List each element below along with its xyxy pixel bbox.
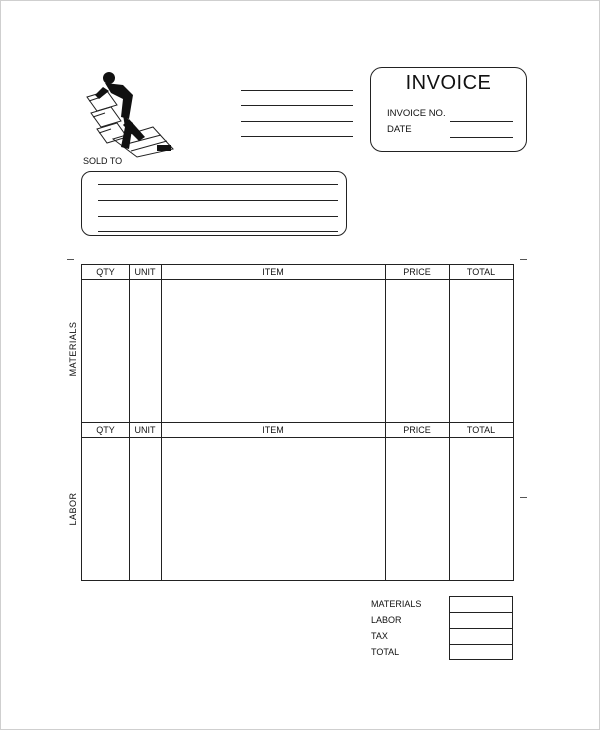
sold-to-line-4[interactable] — [98, 231, 338, 232]
unit-header: UNIT — [134, 267, 156, 277]
address-line-1[interactable] — [241, 90, 353, 91]
section-divider — [82, 422, 513, 423]
qty-header: QTY — [96, 267, 115, 277]
tax-field[interactable] — [450, 629, 512, 644]
invoice-no-label: INVOICE NO. — [387, 108, 446, 119]
unit-header: UNIT — [134, 425, 156, 435]
labor-side-label: LABOR — [68, 492, 78, 526]
grand-total-field[interactable] — [450, 645, 512, 659]
summary-labor-label: LABOR — [371, 615, 402, 625]
item-header: ITEM — [262, 425, 284, 435]
total-header: TOTAL — [466, 267, 496, 277]
sold-to-line-2[interactable] — [98, 200, 338, 201]
margin-tick-right — [520, 259, 527, 260]
total-header: TOTAL — [466, 425, 496, 435]
sold-to-line-3[interactable] — [98, 216, 338, 217]
materials-total-field[interactable] — [450, 597, 512, 612]
invoice-info-box — [370, 67, 527, 152]
date-field[interactable] — [450, 137, 513, 138]
date-label: DATE — [387, 124, 412, 135]
items-table — [81, 264, 514, 581]
summary-box — [449, 596, 513, 660]
summary-materials-label: MATERIALS — [371, 599, 422, 609]
address-line-2[interactable] — [241, 105, 353, 106]
invoice-title: INVOICE — [405, 72, 492, 94]
sold-to-line-1[interactable] — [98, 184, 338, 185]
sold-to-label: SOLD TO — [83, 156, 123, 166]
price-header: PRICE — [403, 267, 431, 277]
materials-side-label: MATERIALS — [68, 321, 78, 377]
address-line-4[interactable] — [241, 136, 353, 137]
invoice-no-field[interactable] — [450, 121, 513, 122]
summary-tax-label: TAX — [371, 631, 388, 641]
item-header: ITEM — [262, 267, 284, 277]
sold-to-box — [81, 171, 347, 236]
labor-entry-area[interactable] — [82, 438, 513, 580]
price-header: PRICE — [403, 425, 431, 435]
summary-total-label: TOTAL — [371, 647, 400, 657]
roofer-worker-icon — [83, 67, 179, 159]
materials-entry-area[interactable] — [82, 280, 513, 422]
labor-total-field[interactable] — [450, 613, 512, 628]
qty-header: QTY — [96, 425, 115, 435]
margin-tick-right-lower — [520, 497, 527, 498]
address-line-3[interactable] — [241, 121, 353, 122]
margin-tick-left — [67, 259, 74, 260]
